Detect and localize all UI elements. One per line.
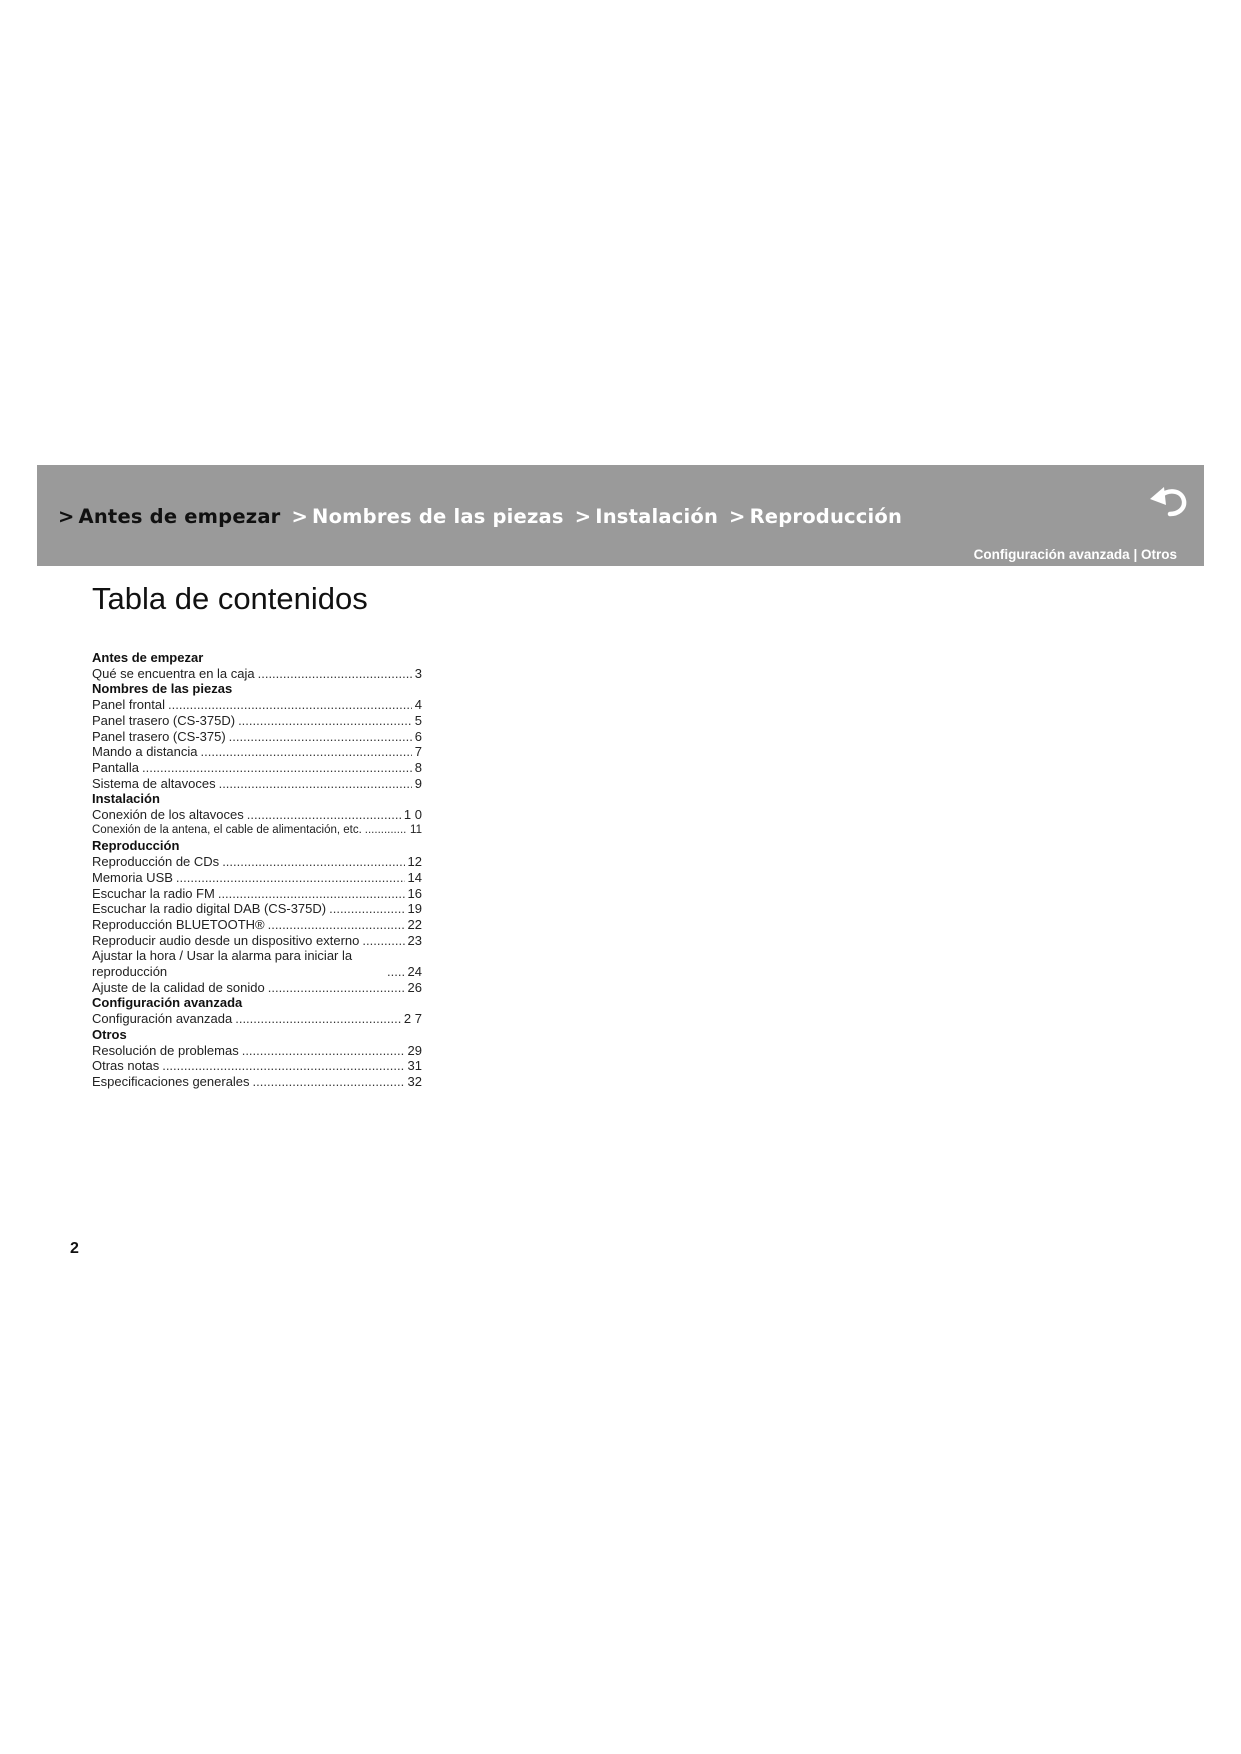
toc-leader-dots [142,760,412,776]
toc-leader-dots [268,980,405,996]
toc-entry[interactable] [92,980,422,996]
toc-leader-dots [387,964,405,980]
toc-page-number: 1 0 [403,807,422,823]
toc-entry[interactable] [92,870,422,886]
toc-leader-dots [222,854,404,870]
toc-leader-dots [242,1043,405,1059]
toc-entry[interactable] [92,1011,422,1027]
toc-entry[interactable] [92,807,422,823]
toc-page-number: 3 [414,665,422,681]
toc-page-number: 14 [407,869,422,885]
breadcrumb [58,505,902,528]
toc-leader-dots [162,1058,404,1074]
toc-page-number: 9 [414,775,422,791]
toc-entry[interactable] [92,697,422,713]
toc-entry[interactable] [92,886,422,902]
page-title: Tabla de contenidos [92,581,368,616]
toc-entry[interactable] [92,729,422,745]
toc-entry[interactable] [92,713,422,729]
toc-entry-label: Panel frontal [92,697,165,713]
toc-entry-label: Ajustar la hora / Usar la alarma para iniciar la reproducción [92,948,353,980]
toc-section-heading: Instalación [92,791,160,807]
toc-page-number: 32 [407,1073,422,1089]
toc-entry[interactable] [92,776,422,792]
nav-separator: | [1133,547,1138,562]
toc-entry[interactable] [92,854,422,870]
sub-nav [974,547,1177,562]
toc-page-number: 29 [407,1042,422,1058]
toc-leader-dots [218,886,405,902]
toc-leader-dots [329,901,404,917]
breadcrumb-reproduccion[interactable]: > Reproducción [729,505,903,528]
toc-entry-label: Panel trasero (CS-375D) [92,712,236,728]
toc-leader-dots [247,807,401,823]
toc-entry-label: Sistema de altavoces [92,775,216,791]
toc-entry[interactable] [92,666,422,682]
breadcrumb-nombres-de-las-piezas[interactable]: > Nombres de las piezas [291,505,564,528]
toc-entry[interactable] [92,917,422,933]
toc-entry-label: Conexión de los altavoces [92,807,244,823]
toc-page-number: 22 [407,916,422,932]
toc-entry-label: Escuchar la radio FM [92,885,215,901]
toc-leader-dots [235,1011,401,1027]
breadcrumb-instalacion[interactable]: > Instalación [574,505,719,528]
table-of-contents [92,650,422,1090]
toc-entry-label: Reproducir audio desde un dispositivo externo [92,932,360,948]
toc-entry-label: Panel trasero (CS-375) [92,728,226,744]
toc-leader-dots [219,776,412,792]
toc-leader-dots [258,666,412,682]
toc-page-number: 2 7 [403,1011,422,1027]
toc-page-number: 19 [407,901,422,917]
toc-page-number: 31 [407,1058,422,1074]
nav-configuracion-avanzada[interactable]: Configuración avanzada [973,547,1130,562]
toc-page-number: 8 [414,759,422,775]
toc-page-number: 16 [407,885,422,901]
toc-leader-dots [253,1074,405,1090]
toc-section-heading: Reproducción [92,838,180,854]
toc-entry-label: Reproducción de CDs [92,854,220,870]
toc-entry[interactable] [92,1058,422,1074]
breadcrumb-antes-de-empezar[interactable]: > Antes de empezar [58,505,281,528]
toc-page-number: 23 [407,932,422,948]
toc-entry-label: Conexión de la antena, el cable de alimentación, etc. [92,823,362,836]
toc-entry-label: Memoria USB [92,869,173,885]
toc-entry-label: Otras notas [92,1058,160,1074]
toc-page-number: 12 [407,854,422,870]
toc-entry[interactable] [92,823,422,839]
toc-leader-dots [168,697,412,713]
toc-entry[interactable] [92,744,422,760]
toc-section-heading: Nombres de las piezas [92,681,233,697]
toc-page-number: 24 [407,964,422,980]
toc-leader-dots [176,870,405,886]
toc-entry[interactable] [92,1043,422,1059]
toc-entry-label: Mando a distancia [92,744,198,760]
toc-entry[interactable] [92,901,422,917]
nav-otros[interactable]: Otros [1140,547,1177,562]
toc-entry-label: Especificaciones generales [92,1073,250,1089]
toc-leader-dots [365,823,407,839]
toc-page-number: 11 [410,823,422,836]
toc-entry-label: Configuración avanzada [92,1011,233,1027]
toc-section-heading: Antes de empezar [92,650,204,665]
toc-entry[interactable] [92,948,422,979]
toc-leader-dots [229,729,412,745]
toc-entry[interactable] [92,760,422,776]
toc-leader-dots [201,744,412,760]
page-number: 2 [70,1240,79,1257]
toc-entry-label: Pantalla [92,759,139,775]
toc-page-number: 5 [414,712,422,728]
toc-page-number: 7 [414,744,422,760]
toc-page-number: 26 [407,979,422,995]
toc-leader-dots [238,713,412,729]
toc-section-heading: Configuración avanzada [92,995,243,1011]
toc-entry-label: Escuchar la radio digital DAB (CS-375D) [92,901,327,917]
toc-entry-label: Qué se encuentra en la caja [92,665,255,681]
toc-entry[interactable] [92,1074,422,1090]
toc-leader-dots [268,917,405,933]
toc-leader-dots [362,933,404,949]
toc-entry-label: Reproducción BLUETOOTH® [92,916,265,932]
toc-entry-label: Ajuste de la calidad de sonido [92,979,265,995]
toc-entry-label: Resolución de problemas [92,1042,239,1058]
header-band [37,465,1204,566]
toc-page-number: 6 [414,728,422,744]
toc-section-heading: Otros [92,1026,127,1042]
return-arrow-icon[interactable] [1148,481,1192,519]
toc-page-number: 4 [414,697,422,713]
toc-entry[interactable] [92,933,422,949]
